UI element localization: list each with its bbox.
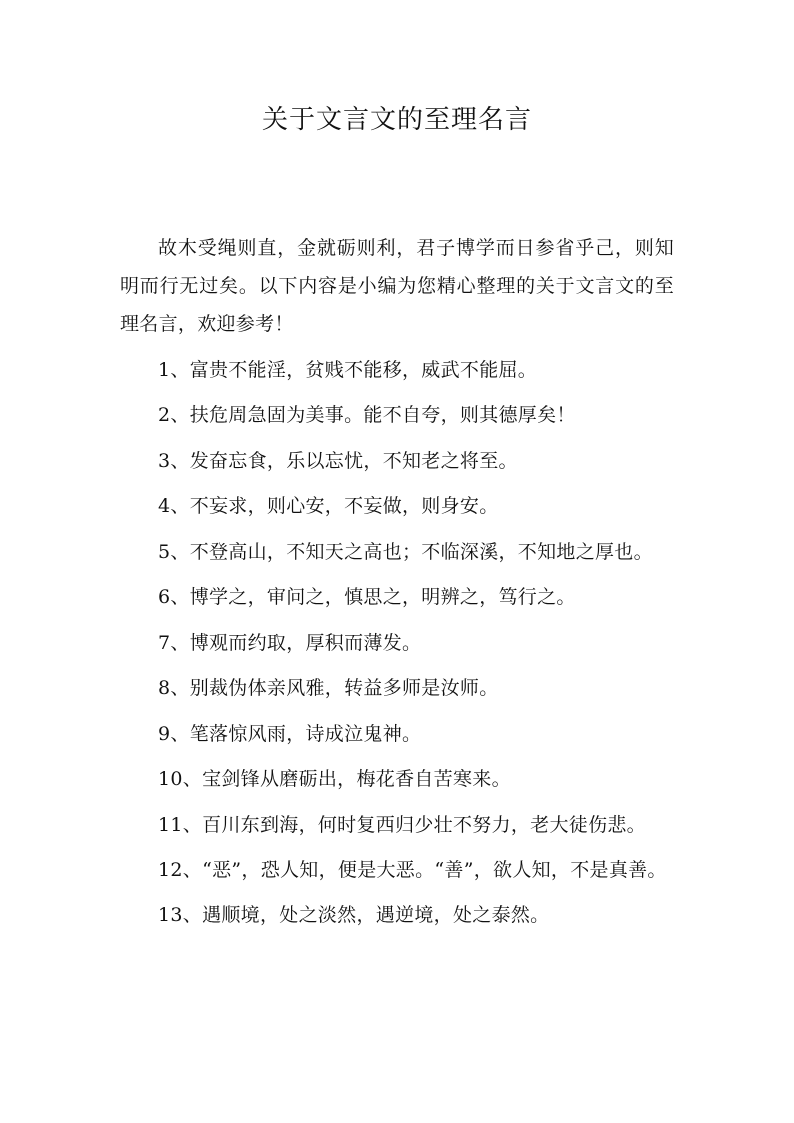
quote-item-9: 9、笔落惊风雨，诗成泣鬼神。 xyxy=(158,722,422,745)
intro-paragraph: 故木受绳则直，金就砺则利，君子博学而日参省乎己，则知明而行无过矣。以下内容是小编为您精心整理的关于文言文的至理名言，欢迎参考！ xyxy=(120,237,674,336)
quote-item-8: 8、别裁伪体亲风雅，转益多师是汝师。 xyxy=(158,677,499,700)
quote-item-4: 4、不妄求，则心安，不妄做，则身安。 xyxy=(158,495,499,518)
quote-item-11: 11、百川东到海，何时复西归少壮不努力，老大徒伤悲。 xyxy=(158,813,646,836)
quote-item-12: 12、“恶”，恐人知，便是大恶。“善”，欲人知，不是真善。 xyxy=(158,859,667,881)
quote-item-13: 13、遇顺境，处之淡然，遇逆境，处之泰然。 xyxy=(158,904,550,927)
quote-item-3: 3、发奋忘食，乐以忘忧，不知老之将至。 xyxy=(158,449,518,472)
document-title: 关于文言文的至理名言 xyxy=(261,105,532,135)
document-body xyxy=(120,229,674,942)
quote-item-6: 6、博学之，审问之，慎思之，明辨之，笃行之。 xyxy=(158,586,576,609)
quote-item-5: 5、不登高山，不知天之高也；不临深溪，不知地之厚也。 xyxy=(158,540,653,563)
quote-item-7: 7、博观而约取，厚积而薄发。 xyxy=(158,631,422,654)
quote-item-10: 10、宝剑锋从磨砺出，梅花香自苦寒来。 xyxy=(158,768,511,791)
quote-item-1: 1、富贵不能淫，贫贱不能移，威武不能屈。 xyxy=(158,358,538,381)
quote-item-2: 2、扶危周急固为美事。能不自夸，则其德厚矣！ xyxy=(158,404,576,427)
